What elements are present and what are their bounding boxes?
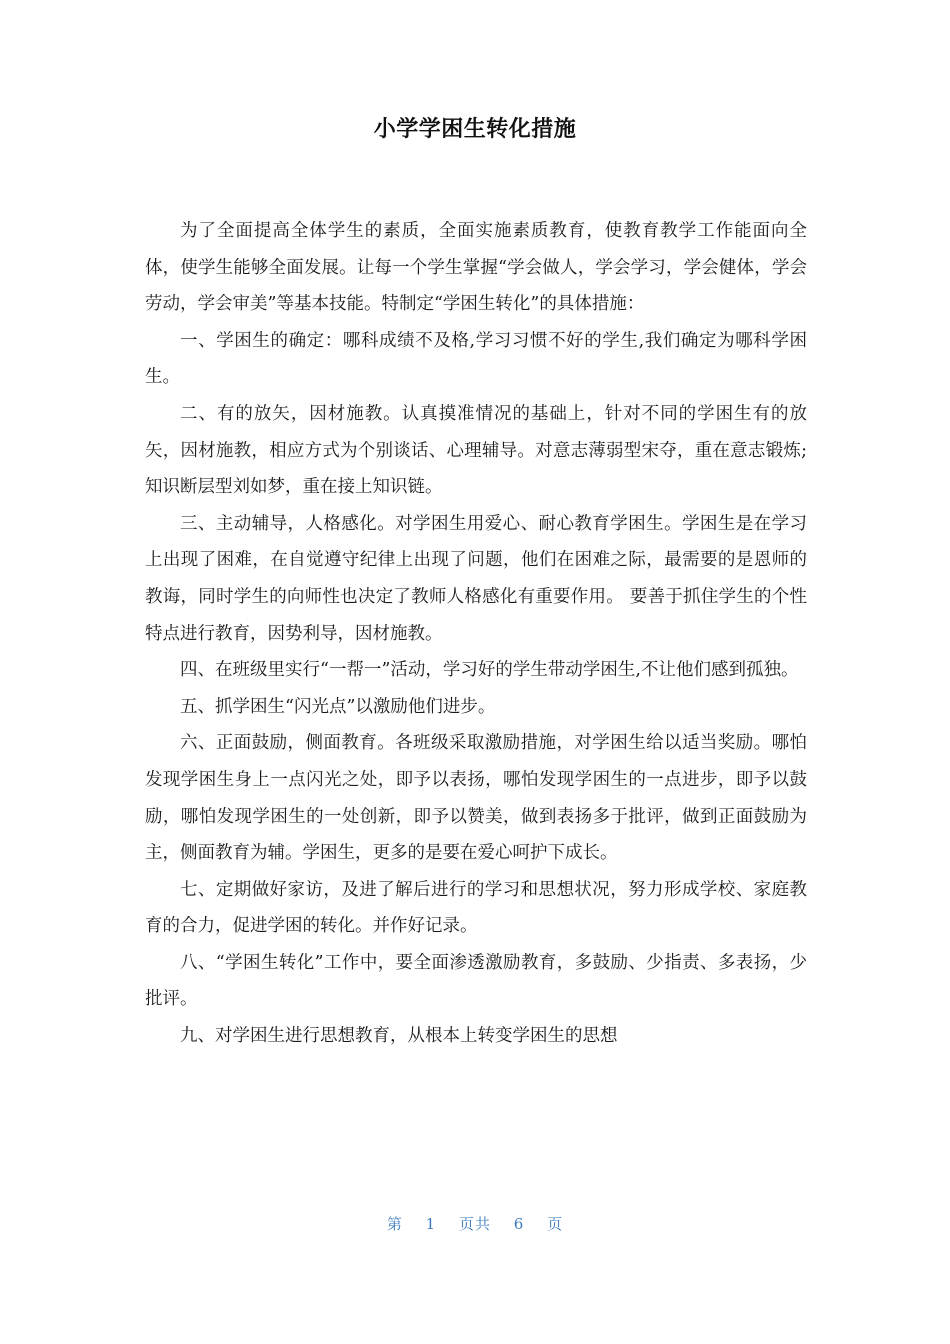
page-footer [0, 1213, 950, 1234]
document-body [145, 213, 807, 1055]
paragraph-item-1: 一、学困生的确定：哪科成绩不及格,学习习惯不好的学生,我们确定为哪科学困生。 [145, 330, 807, 388]
paragraph-item-7: 七、定期做好家访，及进了解后进行的学习和思想状况，努力形成学校、家庭教育的合力，促进学困的转化。并作好记录。 [145, 879, 807, 937]
footer-prefix: 第 [386, 1215, 403, 1233]
paragraph-item-9: 九、对学困生进行思想教育，从根本上转变学困生的思想 [180, 1026, 618, 1047]
footer-current-page: 1 [425, 1215, 437, 1233]
footer-total-pages: 6 [513, 1215, 525, 1233]
footer-suffix: 页 [547, 1215, 564, 1233]
paragraph-item-6: 六、正面鼓励，侧面教育。各班级采取激励措施，对学困生给以适当奖励。哪怕发现学困生身上一点闪光之处，即予以表扬，哪怕发现学困生的一点进步，即予以鼓励，哪怕发现学困生的一处创新，即予以赞美，做到表扬多于批评，做到正面鼓励为主，侧面教育为辅。学困生，更多的是要在爱心呵护下成长。 [145, 733, 807, 864]
paragraph-intro: 为了全面提高全体学生的素质，全面实施素质教育，使教育教学工作能面向全体，使学生能够全面发展。让每一个学生掌握“学会做人，学会学习，学会健体，学会劳动，学会审美”等基本技能。特制定“学困生转化”的具体措施： [145, 221, 807, 315]
paragraph-item-4: 四、在班级里实行“一帮一”活动，学习好的学生带动学困生,不让他们感到孤独。 [180, 660, 799, 681]
paragraph-item-2: 二、有的放矢，因材施教。认真摸准情况的基础上，针对不同的学困生有的放矢，因材施教，相应方式为个别谈话、心理辅导。对意志薄弱型宋夺，重在意志锻炼;知识断层型刘如梦，重在接上知识链。 [145, 403, 807, 498]
footer-mid: 页共 [458, 1215, 491, 1233]
paragraph-item-3: 三、主动辅导，人格感化。对学困生用爱心、耐心教育学困生。学困生是在学习上出现了困难，在自觉遵守纪律上出现了问题，他们在困难之际，最需要的是恩师的教诲，同时学生的向师性也决定了教师人格感化有重要作用。 要善于抓住学生的个性特点进行教育，因势利导，因材施教。 [145, 513, 807, 644]
document-title: 小学学困生转化措施 [373, 117, 577, 142]
paragraph-item-5: 五、抓学困生“闪光点”以激励他们进步。 [180, 696, 496, 717]
paragraph-item-8: 八、“学困生转化”工作中，要全面渗透激励教育，多鼓励、少指责、多表扬，少批评。 [145, 952, 807, 1010]
